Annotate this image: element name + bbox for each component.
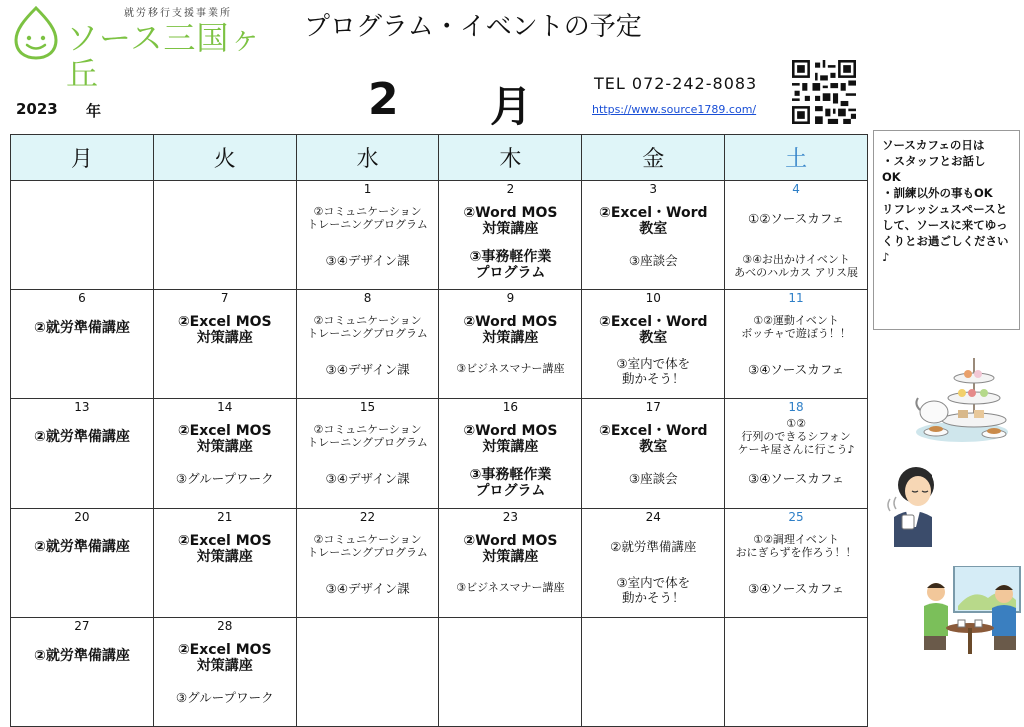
- calendar-cell-empty: [582, 618, 725, 727]
- event-secondary: ③グループワーク: [175, 471, 274, 487]
- day-number: 13: [74, 400, 90, 415]
- day-number: 23: [502, 509, 519, 524]
- day-number: 4: [792, 182, 800, 196]
- event-primary: ②Excel MOS 対策講座: [177, 532, 272, 565]
- calendar-cell: [297, 181, 440, 290]
- source-cafe-note: [873, 130, 1020, 330]
- calendar-cell-empty: [439, 618, 582, 727]
- event-primary: ②就労準備講座: [33, 538, 130, 555]
- day-number: 14: [217, 400, 233, 415]
- event-secondary: ③④ソースカフェ: [747, 580, 845, 596]
- event-primary: ①② 行列のできるシフォン ケーキ屋さんに行こう♪: [737, 417, 855, 457]
- event-primary: ②Excel・Word 教室: [598, 314, 708, 347]
- day-number: 18: [788, 400, 804, 415]
- qr-code-icon[interactable]: [792, 60, 856, 124]
- day-number: 22: [359, 509, 376, 524]
- calendar-cell: [154, 290, 297, 399]
- event-secondary: ③事務軽作業 プログラム: [469, 249, 552, 281]
- event-secondary: ③室内で体を 動かそう！: [616, 574, 691, 605]
- event-primary: ②Excel・Word 教室: [598, 205, 708, 237]
- event-primary: ②コミュニケーション トレーニングプログラム: [307, 314, 428, 341]
- calendar-cell: [297, 509, 440, 618]
- weekday-header-fri: 金: [582, 135, 725, 181]
- day-number: 6: [78, 291, 86, 306]
- calendar-cell-empty: [297, 618, 440, 727]
- day-number: 9: [506, 291, 515, 306]
- calendar-cell: [11, 399, 154, 508]
- day-number: 17: [645, 400, 661, 415]
- event-primary: ①②調理イベント おにぎらずを作ろう！！: [735, 532, 857, 559]
- note-line: ・訓練以外の事もOK リフレッシュスペースとして、ソースに来てゆっくりとお過ごしください♪: [882, 186, 1009, 264]
- year: 2023: [16, 100, 58, 118]
- event-secondary: ③④デザイン課: [325, 362, 410, 378]
- woman-drinking-coffee-icon: [880, 455, 944, 547]
- calendar-cell: [439, 399, 582, 508]
- weekday-header-mon: 月: [11, 135, 154, 181]
- event-secondary: ③④デザイン課: [325, 471, 410, 487]
- weekday-header-thu: 木: [439, 135, 582, 181]
- day-number: 20: [74, 509, 90, 524]
- day-number: 15: [359, 400, 376, 415]
- event-secondary: ③座談会: [628, 471, 678, 487]
- event-secondary: ③座談会: [628, 253, 678, 268]
- phone-number: TEL 072-242-8083: [594, 74, 758, 93]
- event-secondary: ③④ソースカフェ: [747, 471, 845, 487]
- calendar-cell: [154, 399, 297, 508]
- logo-subtitle: 就労移行支援事業所: [124, 8, 232, 19]
- calendar-cell: [11, 509, 154, 618]
- calendar-cell-saturday: [725, 509, 868, 618]
- event-primary: ②コミュニケーション トレーニングプログラム: [307, 532, 428, 559]
- calendar-cell-empty: [725, 618, 868, 727]
- day-number: 2: [506, 182, 515, 196]
- event-primary: ②Excel・Word 教室: [598, 423, 708, 456]
- weekday-header-tue: 火: [154, 135, 297, 181]
- event-secondary: ③④ソースカフェ: [747, 362, 845, 378]
- event-primary: ①②運動イベント ボッチャで遊ぼう！！: [741, 314, 851, 341]
- calendar-cell: [11, 181, 154, 290]
- calendar-cell: [297, 399, 440, 508]
- afternoon-tea-icon: [912, 348, 1012, 444]
- calendar-cell: [582, 181, 725, 290]
- day-number: 3: [649, 182, 658, 196]
- event-primary: ②Word MOS 対策講座: [463, 314, 558, 347]
- weekday-header-wed: 水: [297, 135, 440, 181]
- event-primary: ②Excel MOS 対策講座: [177, 423, 272, 456]
- day-number: 11: [788, 291, 804, 306]
- calendar-cell: [439, 290, 582, 399]
- event-secondary: ③④デザイン課: [325, 253, 410, 268]
- calendar-cell: [11, 618, 154, 727]
- note-title: ソースカフェの日は: [882, 138, 985, 152]
- calendar-cell: [582, 399, 725, 508]
- event-primary: ②就労準備講座: [610, 538, 697, 554]
- event-primary: ②コミュニケーション トレーニングプログラム: [307, 423, 428, 450]
- weekday-header-sat: 土: [725, 135, 868, 181]
- event-primary: ②Excel MOS 対策講座: [177, 314, 272, 347]
- event-primary: ②就労準備講座: [33, 429, 130, 446]
- logo-face-icon: [14, 6, 58, 60]
- day-number: 28: [217, 618, 233, 633]
- logo: [14, 4, 286, 93]
- event-secondary: ③事務軽作業 プログラム: [469, 467, 552, 500]
- event-secondary: ③グループワーク: [175, 689, 274, 705]
- day-number: 8: [363, 291, 372, 306]
- event-primary: ②Word MOS 対策講座: [463, 423, 558, 456]
- calendar-cell: [297, 290, 440, 399]
- event-secondary: ③室内で体を 動かそう！: [616, 356, 691, 387]
- event-primary: ②就労準備講座: [33, 647, 130, 664]
- calendar-cell: [582, 509, 725, 618]
- event-primary: ②コミュニケーション トレーニングプログラム: [307, 205, 428, 231]
- event-primary: ②Word MOS 対策講座: [463, 205, 558, 237]
- day-number: 10: [645, 291, 661, 306]
- website-link[interactable]: https://www.source1789.com/: [592, 103, 757, 116]
- day-number: 7: [220, 291, 229, 306]
- day-number: 27: [74, 618, 90, 633]
- calendar-cell: [11, 290, 154, 399]
- page-title: プログラム・イベントの予定: [304, 12, 642, 42]
- calendar-cell: [439, 181, 582, 290]
- calendar-cell: [154, 181, 297, 290]
- calendar-cell: [439, 509, 582, 618]
- men-chatting-at-table-icon: [918, 566, 1022, 658]
- day-number: 16: [502, 400, 519, 415]
- event-secondary: ③④デザイン課: [325, 580, 410, 596]
- calendar-cell: [582, 290, 725, 399]
- logo-name: ソース三国ヶ丘: [66, 19, 263, 93]
- day-number: 25: [788, 509, 804, 524]
- calendar-cell-saturday: [725, 399, 868, 508]
- calendar-cell-saturday: [725, 290, 868, 399]
- event-secondary: ③ビジネスマナー講座: [456, 580, 565, 594]
- day-number: 24: [645, 509, 661, 524]
- calendar-cell: [154, 618, 297, 727]
- calendar-cell: [154, 509, 297, 618]
- calendar-grid: [10, 134, 868, 727]
- event-primary: ②Word MOS 対策講座: [463, 532, 558, 565]
- note-line: ・スタッフとお話し OK: [882, 154, 986, 184]
- day-number: 1: [363, 182, 372, 196]
- event-primary: ②就労準備講座: [33, 320, 130, 337]
- event-primary: ②Excel MOS 対策講座: [177, 641, 272, 674]
- calendar-cell-saturday: [725, 181, 868, 290]
- month-unit: 月: [490, 82, 533, 131]
- event-secondary: ③④お出かけイベント あべのハルカス アリス展: [734, 253, 858, 279]
- event-primary: ①②ソースカフェ: [747, 211, 845, 226]
- month-number: 2: [368, 74, 399, 125]
- day-number: 21: [217, 509, 233, 524]
- year-unit: 年: [86, 102, 102, 120]
- event-secondary: ③ビジネスマナー講座: [456, 362, 565, 376]
